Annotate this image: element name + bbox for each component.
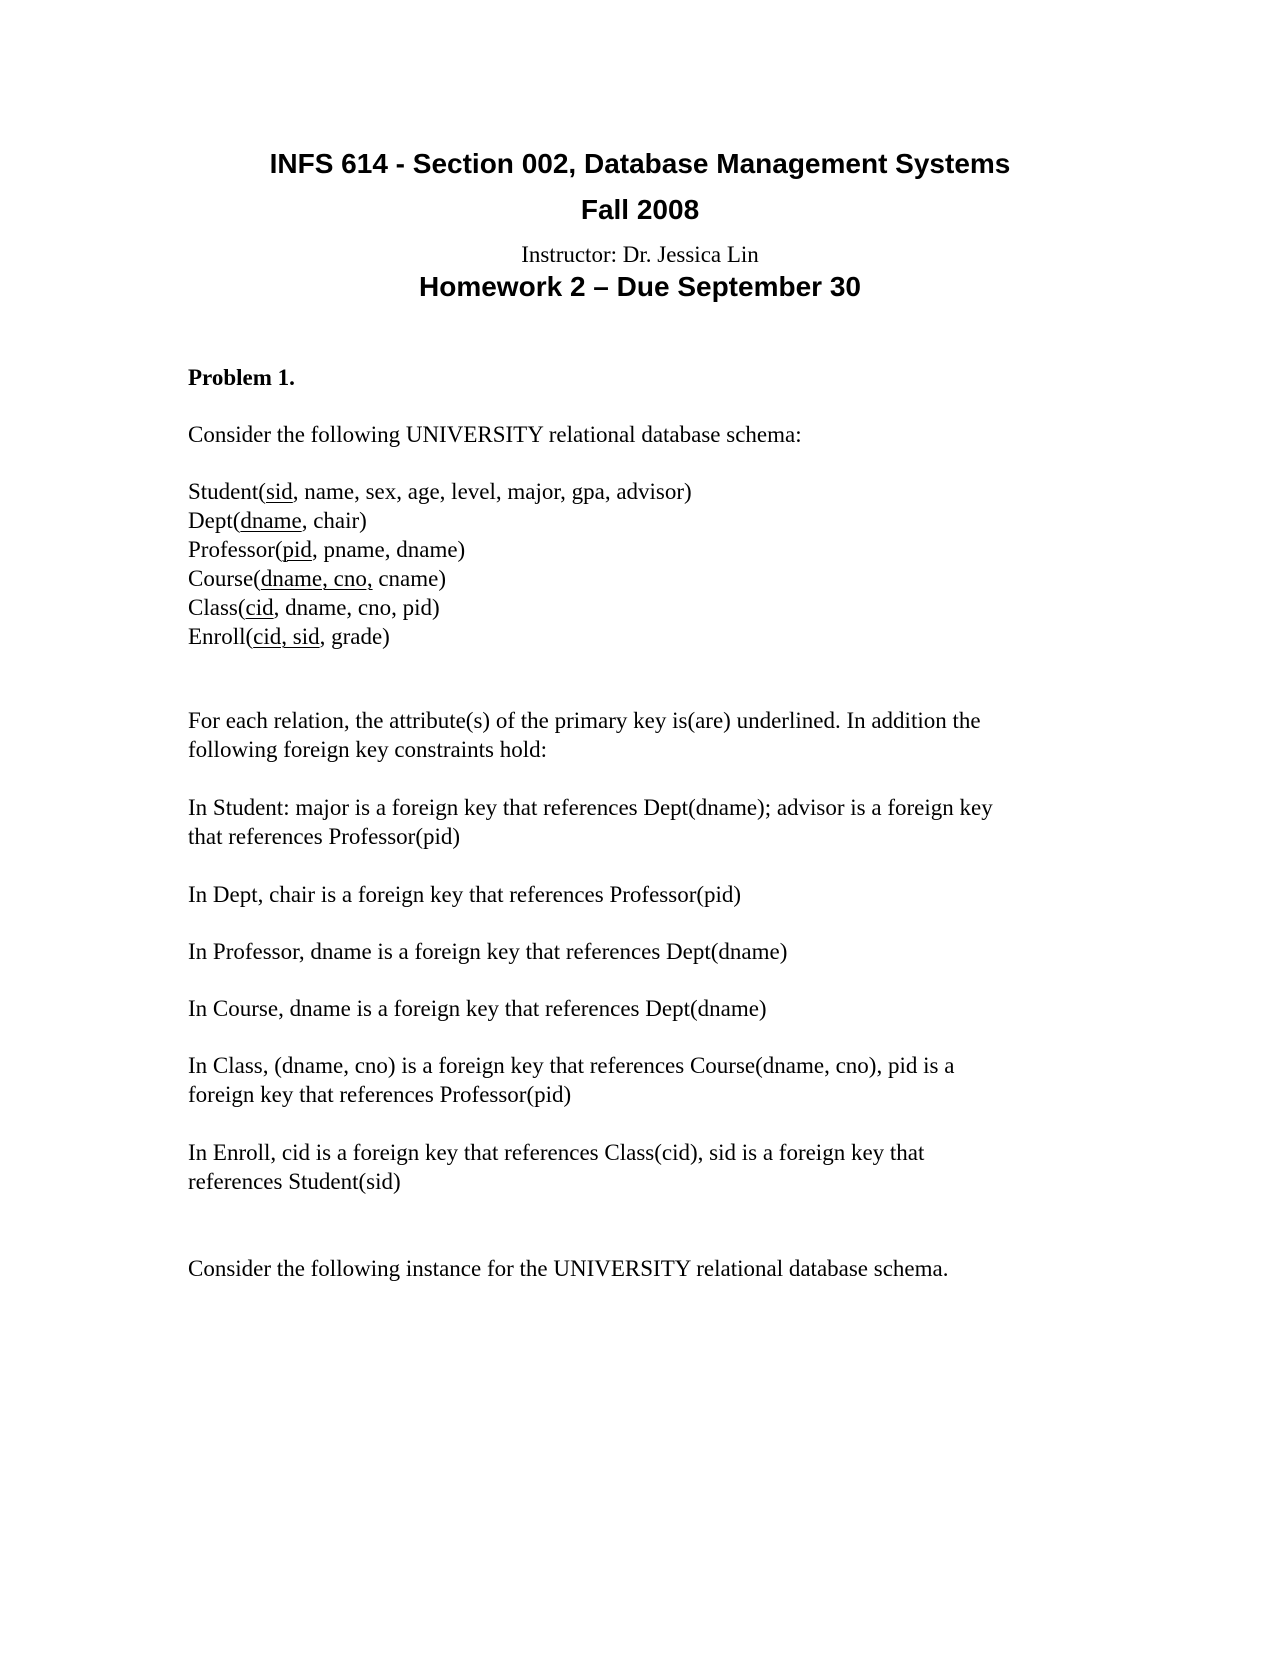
attributes: cname) bbox=[372, 566, 447, 591]
text-line: following foreign key constraints hold: bbox=[188, 737, 547, 762]
text-line: For each relation, the attribute(s) of the primary key is(are) underlined. In addition the bbox=[188, 708, 981, 733]
attributes: , grade) bbox=[319, 624, 390, 649]
constraint-professor: In Professor, dname is a foreign key that references Dept(dname) bbox=[188, 939, 788, 964]
schema-professor bbox=[188, 535, 1088, 564]
problem-label: Problem 1. bbox=[188, 365, 295, 390]
primary-key: sid bbox=[265, 479, 293, 504]
schema-list bbox=[188, 477, 1088, 651]
relation-name: Professor( bbox=[188, 537, 283, 562]
attributes: , chair) bbox=[301, 508, 367, 533]
text-line: In Student: major is a foreign key that references Dept(dname); advisor is a foreign key bbox=[188, 795, 993, 820]
relation-name: Enroll( bbox=[188, 624, 254, 649]
instance-intro: Consider the following instance for the UNIVERSITY relational database schema. bbox=[188, 1256, 949, 1281]
primary-key: cid bbox=[245, 595, 274, 620]
schema-student bbox=[188, 477, 1088, 506]
relation-name: Course( bbox=[188, 566, 261, 591]
term: Fall 2008 bbox=[580, 194, 700, 225]
schema-class bbox=[188, 593, 1088, 622]
primary-key-note bbox=[188, 706, 1088, 764]
constraint-course: In Course, dname is a foreign key that references Dept(dname) bbox=[188, 996, 767, 1021]
primary-key: dname bbox=[240, 508, 302, 533]
text-line: In Enroll, cid is a foreign key that references Class(cid), sid is a foreign key that bbox=[188, 1140, 925, 1165]
relation-name: Class( bbox=[188, 595, 246, 620]
text-line: that references Professor(pid) bbox=[188, 824, 461, 849]
instructor-line: Instructor: Dr. Jessica Lin bbox=[521, 242, 759, 267]
course-title: INFS 614 - Section 002, Database Management Systems bbox=[269, 148, 1011, 179]
homework-title: Homework 2 – Due September 30 bbox=[419, 271, 861, 302]
text-line: foreign key that references Professor(pid) bbox=[188, 1082, 572, 1107]
relation-name: Dept( bbox=[188, 508, 241, 533]
schema-enroll bbox=[188, 622, 1088, 651]
constraint-class bbox=[188, 1051, 1088, 1109]
attributes: , dname, cno, pid) bbox=[273, 595, 440, 620]
attributes: , pname, dname) bbox=[311, 537, 466, 562]
relation-name: Student( bbox=[188, 479, 266, 504]
constraint-enroll bbox=[188, 1138, 1088, 1196]
constraint-student bbox=[188, 793, 1088, 851]
text-line: references Student(sid) bbox=[188, 1169, 401, 1194]
primary-key: cid, sid bbox=[253, 624, 320, 649]
constraint-dept: In Dept, chair is a foreign key that references Professor(pid) bbox=[188, 882, 742, 907]
primary-key: pid bbox=[282, 537, 312, 562]
schema-dept bbox=[188, 506, 1088, 535]
schema-course bbox=[188, 564, 1088, 593]
schema-intro: Consider the following UNIVERSITY relational database schema: bbox=[188, 422, 802, 447]
primary-key: dname, cno, bbox=[260, 566, 373, 591]
attributes: , name, sex, age, level, major, gpa, advisor) bbox=[292, 479, 692, 504]
text-line: In Class, (dname, cno) is a foreign key that references Course(dname, cno), pid is a bbox=[188, 1053, 955, 1078]
